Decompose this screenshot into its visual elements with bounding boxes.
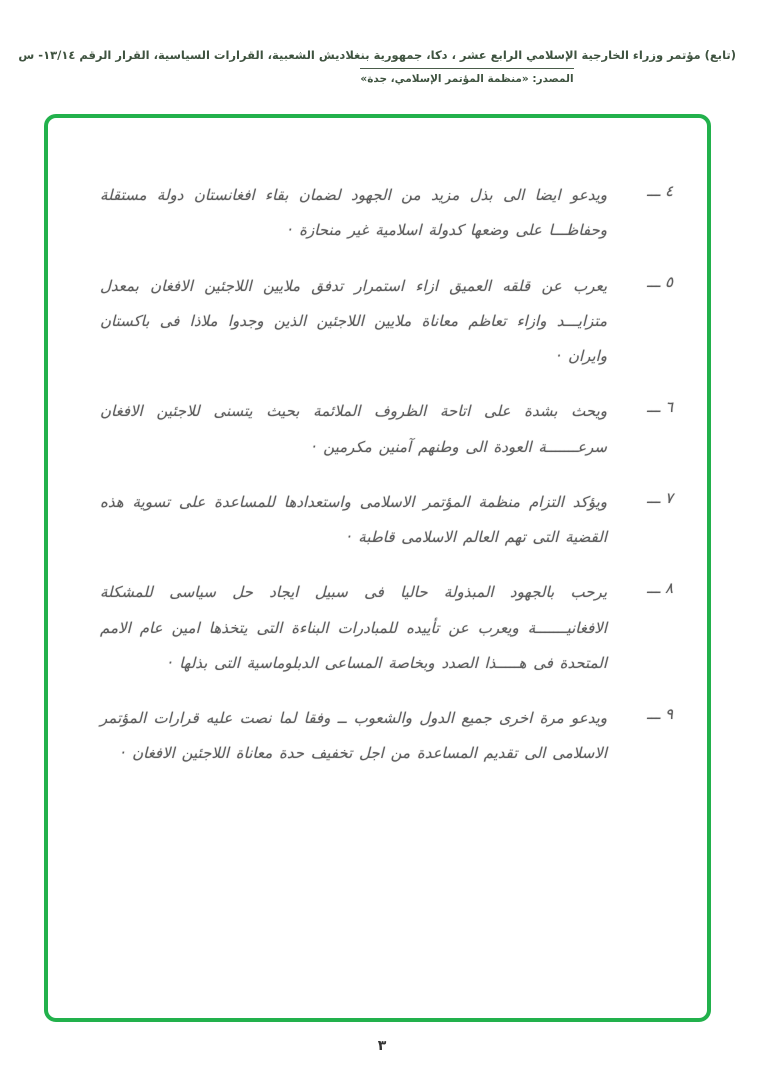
resolution-item-8 [100,575,673,681]
resolution-item-4 [100,178,673,249]
document-source: المصدر: «منظمة المؤتمر الإسلامي، جدة» [360,72,574,85]
item-number: ٥ ـــ [646,272,673,291]
scan-highlight-frame [44,114,711,1022]
item-text: يعرب عن قلقه العميق ازاء استمرار تدفق ملايين اللاجئين الافغان بمعدل متزايـــد وازاء تعاظم معاناة ملايين اللاجئين الذين وجدوا ملاذا فى باكستان وايران · [100,276,607,365]
resolution-item-7 [100,485,673,556]
resolution-item-6 [100,394,673,465]
item-text: ويدعو مرة اخرى جميع الدول والشعوب ــ وفقا لما نصت عليه قرارات المؤتمر الاسلامى الى تقديم المساعدة من اجل تخفيف حدة معاناة اللاجئين الافغان · [100,709,607,763]
source-divider [360,68,573,85]
resolution-item-9 [100,701,673,772]
item-number: ٤ ـــ [646,182,673,200]
resolution-item-5 [100,269,673,375]
item-number: ٩ ـــ [646,705,673,723]
item-number: ٦ ـــ [646,398,673,417]
page-number: ٣ [377,1038,387,1054]
document-title: (تابع) مؤتمر وزراء الخارجية الإسلامي الرابع عشر ، دكا، جمهورية بنغلاديش الشعبية، القرارات السياسية، القرار الرقم ١٣/١٤- س [18,48,736,62]
item-number: ٧ ـــ [646,488,673,507]
catalog-header [18,48,736,86]
item-text: ويؤكد التزام منظمة المؤتمر الاسلامى واستعدادها للمساعدة على تسوية هذه القضية التى تهم العالم الاسلامى قاطبة · [100,492,607,546]
scanned-text-body [100,178,673,792]
item-text: ويحث بشدة على اتاحة الظروف الملائمة بحيث يتسنى للاجئين الافغان سرعـــــــة العودة الى وطنهم آمنين مكرمين · [100,402,607,456]
item-number: ٨ ـــ [646,579,673,598]
item-text: ويدعو ايضا الى بذل مزيد من الجهود لضمان بقاء افغانستان دولة مستقلة وحفاظـــا على وضعها كدولة اسلامية غير منحازة · [100,186,607,240]
item-text: يرحب بالجهود المبذولة حاليا فى سبيل ايجاد حل سياسى للمشكلة الافغانيـــــــة ويعرب عن تأييده للمبادرات البناءة التى يتخذها امين عام الامم المتحدة فى هـــــذا الصدد وبخاصة المساعى الدبلوماسية التى بذلها · [100,583,607,672]
